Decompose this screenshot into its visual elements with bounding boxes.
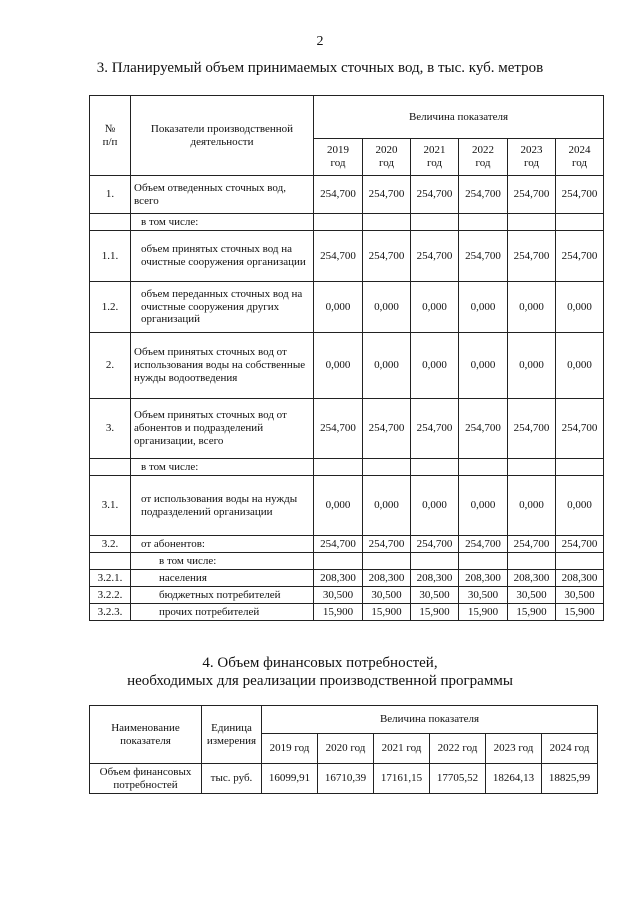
- value-cell: 16099,91: [262, 764, 318, 794]
- value-cell: [459, 459, 508, 476]
- year-header-cell: 2024 год: [542, 734, 598, 764]
- header-indicators: Показатели производственной деятельности: [131, 96, 314, 176]
- value-cell: 254,700: [314, 399, 363, 459]
- value-cell: [411, 214, 459, 231]
- value-cell: 0,000: [314, 282, 363, 333]
- value-cell: 0,000: [363, 333, 411, 399]
- value-cell: 208,300: [556, 570, 604, 587]
- header-value: Величина показателя: [314, 96, 604, 139]
- value-cell: 254,700: [314, 176, 363, 214]
- value-cell: 0,000: [459, 282, 508, 333]
- year-header-cell: 2019 год: [262, 734, 318, 764]
- table-row: [90, 476, 604, 536]
- row-unit: тыс. руб.: [202, 764, 262, 794]
- value-cell: [314, 214, 363, 231]
- year-header-cell: 2022 год: [459, 139, 508, 176]
- row-label: Объем принятых сточных вод от использования воды на собственные нужды водоотведения: [131, 333, 314, 399]
- value-cell: 15,900: [508, 604, 556, 621]
- row-number: 3.1.: [90, 476, 131, 536]
- value-cell: 254,700: [556, 536, 604, 553]
- row-label: от абонентов:: [131, 536, 314, 553]
- value-cell: 254,700: [459, 176, 508, 214]
- row-number: 3.: [90, 399, 131, 459]
- value-cell: [508, 214, 556, 231]
- wastewater-volume-table: [89, 95, 604, 621]
- value-cell: [314, 553, 363, 570]
- value-cell: 0,000: [556, 282, 604, 333]
- value-cell: [508, 553, 556, 570]
- value-cell: 30,500: [363, 587, 411, 604]
- value-cell: 30,500: [411, 587, 459, 604]
- table-row: [90, 333, 604, 399]
- value-cell: 254,700: [459, 399, 508, 459]
- row-number: 3.2.3.: [90, 604, 131, 621]
- value-cell: 254,700: [556, 231, 604, 282]
- value-cell: 254,700: [314, 231, 363, 282]
- value-cell: [556, 459, 604, 476]
- value-cell: 208,300: [508, 570, 556, 587]
- value-cell: 15,900: [556, 604, 604, 621]
- year-header-cell: 2021 год: [411, 139, 459, 176]
- section-3-title: 3. Планируемый объем принимаемых сточных вод, в тыс. куб. метров: [96, 60, 544, 76]
- value-cell: 254,700: [363, 536, 411, 553]
- row-number: 3.2.: [90, 536, 131, 553]
- row-label: населения: [131, 570, 314, 587]
- value-cell: [508, 459, 556, 476]
- value-cell: 0,000: [411, 333, 459, 399]
- table-row: [90, 604, 604, 621]
- section-4-title-line2: необходимых для реализации производственной программы: [127, 673, 513, 689]
- value-cell: [459, 553, 508, 570]
- year-header-cell: 2024 год: [556, 139, 604, 176]
- value-cell: 30,500: [556, 587, 604, 604]
- row-label: бюджетных потребителей: [131, 587, 314, 604]
- row-number: 1.: [90, 176, 131, 214]
- table-row: [90, 536, 604, 553]
- value-cell: 15,900: [363, 604, 411, 621]
- table-row: [90, 570, 604, 587]
- year-header-cell: 2019 год: [314, 139, 363, 176]
- value-cell: 0,000: [556, 476, 604, 536]
- value-cell: [411, 553, 459, 570]
- value-cell: 254,700: [411, 231, 459, 282]
- table-row: [90, 587, 604, 604]
- value-cell: 0,000: [363, 476, 411, 536]
- value-cell: 208,300: [411, 570, 459, 587]
- table-row: [90, 399, 604, 459]
- header-number: № п/п: [90, 96, 131, 176]
- value-cell: 0,000: [556, 333, 604, 399]
- row-number: 3.2.1.: [90, 570, 131, 587]
- year-header-cell: 2023 год: [508, 139, 556, 176]
- year-header-cell: 2023 год: [486, 734, 542, 764]
- header-name: Наименование показателя: [90, 706, 202, 764]
- value-cell: 0,000: [314, 476, 363, 536]
- row-number: 1.2.: [90, 282, 131, 333]
- row-label: в том числе:: [131, 214, 314, 231]
- row-number: 3.2.2.: [90, 587, 131, 604]
- value-cell: [363, 214, 411, 231]
- value-cell: 30,500: [314, 587, 363, 604]
- value-cell: 0,000: [363, 282, 411, 333]
- value-cell: 254,700: [508, 231, 556, 282]
- year-header-cell: 2021 год: [374, 734, 430, 764]
- table-row: [90, 231, 604, 282]
- value-cell: 0,000: [508, 333, 556, 399]
- row-label: Объем отведенных сточных вод, всего: [131, 176, 314, 214]
- value-cell: [556, 553, 604, 570]
- row-label: объем переданных сточных вод на очистные сооружения других организаций: [131, 282, 314, 333]
- value-cell: 0,000: [314, 333, 363, 399]
- value-cell: 208,300: [363, 570, 411, 587]
- value-cell: 15,900: [411, 604, 459, 621]
- value-cell: 254,700: [411, 536, 459, 553]
- value-cell: 208,300: [314, 570, 363, 587]
- value-cell: 254,700: [556, 176, 604, 214]
- value-cell: 254,700: [411, 176, 459, 214]
- header-unit: Единица измерения: [202, 706, 262, 764]
- value-cell: 254,700: [363, 176, 411, 214]
- table-row: [90, 176, 604, 214]
- value-cell: 18264,13: [486, 764, 542, 794]
- value-cell: 17161,15: [374, 764, 430, 794]
- value-cell: 0,000: [411, 476, 459, 536]
- row-number: [90, 553, 131, 570]
- value-cell: 208,300: [459, 570, 508, 587]
- value-cell: 254,700: [508, 176, 556, 214]
- value-cell: 254,700: [363, 399, 411, 459]
- value-cell: [411, 459, 459, 476]
- value-cell: 254,700: [411, 399, 459, 459]
- value-cell: [363, 553, 411, 570]
- value-cell: 0,000: [459, 333, 508, 399]
- table-row: [90, 553, 604, 570]
- value-cell: 17705,52: [430, 764, 486, 794]
- year-header-cell: 2022 год: [430, 734, 486, 764]
- header-value: Величина показателя: [262, 706, 598, 734]
- value-cell: 0,000: [508, 476, 556, 536]
- value-cell: 254,700: [314, 536, 363, 553]
- value-cell: 0,000: [459, 476, 508, 536]
- financial-needs-table: [89, 705, 598, 794]
- value-cell: 15,900: [459, 604, 508, 621]
- row-label: прочих потребителей: [131, 604, 314, 621]
- row-number: [90, 214, 131, 231]
- value-cell: 18825,99: [542, 764, 598, 794]
- value-cell: [556, 214, 604, 231]
- value-cell: 30,500: [459, 587, 508, 604]
- value-cell: [363, 459, 411, 476]
- value-cell: 254,700: [508, 399, 556, 459]
- table-row: [90, 459, 604, 476]
- row-number: 1.1.: [90, 231, 131, 282]
- row-label: от использования воды на нужды подразделений организации: [131, 476, 314, 536]
- row-label: в том числе:: [131, 553, 314, 570]
- value-cell: [459, 214, 508, 231]
- value-cell: 0,000: [411, 282, 459, 333]
- table-row: [90, 282, 604, 333]
- value-cell: 0,000: [508, 282, 556, 333]
- value-cell: 254,700: [363, 231, 411, 282]
- page-number: 2: [316, 34, 324, 49]
- row-label: в том числе:: [131, 459, 314, 476]
- value-cell: 254,700: [508, 536, 556, 553]
- row-number: 2.: [90, 333, 131, 399]
- table-row: [90, 214, 604, 231]
- row-label: объем принятых сточных вод на очистные сооружения организации: [131, 231, 314, 282]
- value-cell: 254,700: [459, 536, 508, 553]
- year-header-cell: 2020 год: [318, 734, 374, 764]
- year-header-cell: 2020 год: [363, 139, 411, 176]
- row-number: [90, 459, 131, 476]
- value-cell: [314, 459, 363, 476]
- row-label: Объем принятых сточных вод от абонентов и подразделений организации, всего: [131, 399, 314, 459]
- value-cell: 15,900: [314, 604, 363, 621]
- value-cell: 30,500: [508, 587, 556, 604]
- value-cell: 254,700: [459, 231, 508, 282]
- row-name: Объем финансовых потребностей: [90, 764, 202, 794]
- section-4-title-line1: 4. Объем финансовых потребностей,: [202, 655, 438, 671]
- value-cell: 254,700: [556, 399, 604, 459]
- value-cell: 16710,39: [318, 764, 374, 794]
